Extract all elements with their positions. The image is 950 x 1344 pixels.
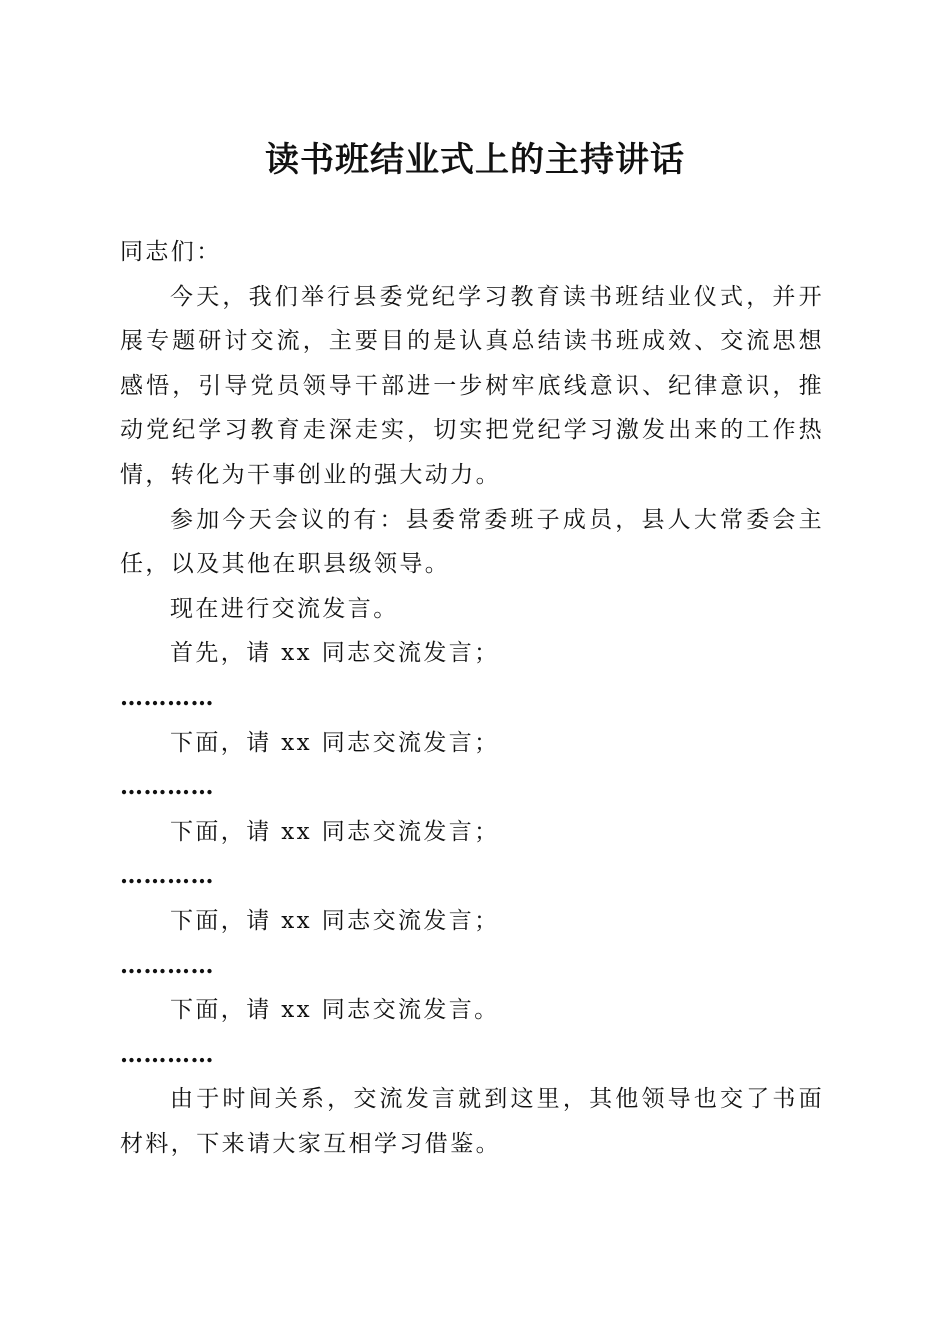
speaker-line-5: 下面，请 xx 同志交流发言。	[170, 997, 500, 1024]
speaker-line-1: 首先，请 xx 同志交流发言；	[170, 640, 500, 667]
paragraph-closing: 由于时间关系，交流发言就到这里，其他领导也交了书面材料，下来请大家互相学习借鉴。	[120, 1086, 824, 1157]
ellipsis-1: …………	[120, 683, 214, 711]
ellipsis-4: …………	[120, 951, 214, 979]
speaker-line-2: 下面，请 xx 同志交流发言；	[170, 729, 500, 756]
salutation: 同志们：	[120, 239, 222, 265]
paragraph-attendees: 参加今天会议的有：县委常委班子成员，县人大常委会主任，以及其他在职县级领导。	[120, 506, 824, 578]
speaker-line-3: 下面，请 xx 同志交流发言；	[170, 818, 500, 845]
ellipsis-3: …………	[120, 862, 214, 890]
ellipsis-2: …………	[120, 773, 214, 801]
ellipsis-5: …………	[120, 1040, 214, 1068]
paragraph-opening: 今天，我们举行县委党纪学习教育读书班结业仪式，并开展专题研讨交流，主要目的是认真总结读书班成效、交流思想感悟，引导党员领导干部进一步树牢底线意识、纪律意识，推动党纪学习教育走深走实，切实把党纪学习激发出来的工作热情，转化为干事创业的强大动力。	[120, 283, 824, 488]
document-title: 读书班结业式上的主持讲话	[265, 140, 685, 180]
document-body	[120, 230, 824, 1166]
speaker-line-4: 下面，请 xx 同志交流发言；	[170, 907, 500, 934]
paragraph-start-exchange: 现在进行交流发言。	[170, 595, 399, 622]
